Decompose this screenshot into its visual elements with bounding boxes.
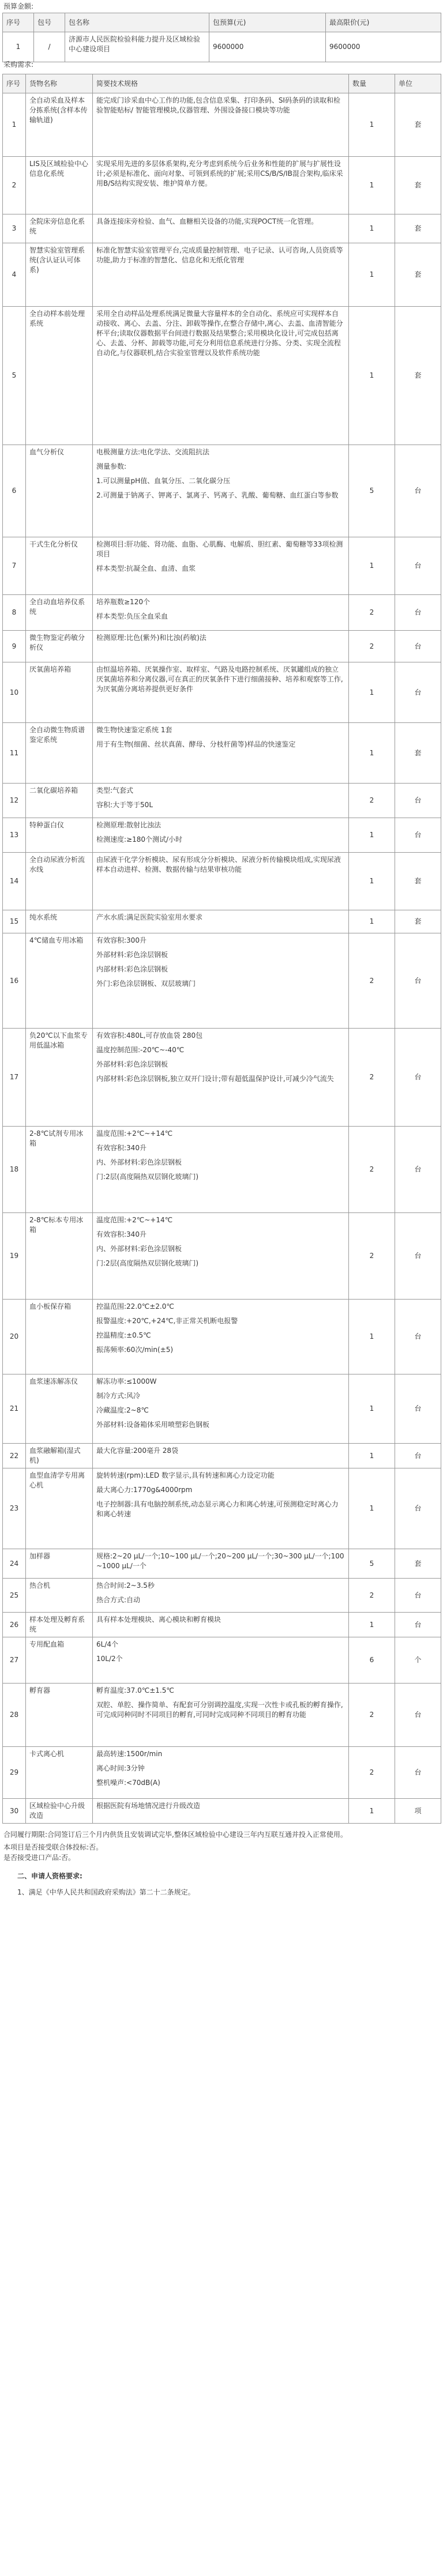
- spec-line: 外部材料:彩色涂层钢板: [96, 1060, 168, 1068]
- row-qty: 2: [349, 631, 395, 662]
- row-unit: 台: [395, 595, 441, 631]
- spec-line: 2.可测量于钠离子、钾离子、氯离子、钙离子、乳酸、葡萄糖、血红蛋白等参数: [96, 491, 339, 499]
- spec-line: 最高转速:1500r/min: [96, 1750, 163, 1758]
- spec-line: 类型:气套式: [96, 786, 134, 794]
- row-name: 2-8℃试剂专用冰箱: [26, 1127, 93, 1213]
- row-no: 22: [3, 1444, 26, 1468]
- row-no: 18: [3, 1127, 26, 1213]
- table-row: [3, 1579, 441, 1613]
- req-header-name: 货物名称: [26, 74, 93, 93]
- spec-line: 检测项目:肝功能、肾功能、血脂、心肌酶、电解质、胆红素、葡萄糖等33项检测项目: [96, 540, 343, 558]
- row-no: 9: [3, 631, 26, 662]
- table-row: [3, 1613, 441, 1637]
- row-name: 智慧实验室管理系统(含认证认可体系): [26, 243, 93, 307]
- row-name: 血浆速冻解冻仪: [26, 1374, 93, 1444]
- budget-cell-pkg: /: [34, 32, 65, 62]
- row-unit: 套: [395, 1549, 441, 1579]
- row-no: 8: [3, 595, 26, 631]
- row-unit: 台: [395, 1579, 441, 1613]
- spec-line: 门:2层(高度隔热双层钢化玻璃门): [96, 1173, 199, 1181]
- budget-header-no: 序号: [3, 13, 34, 32]
- row-qty: 6: [349, 1637, 395, 1684]
- row-name: 二氧化碳培养箱: [26, 784, 93, 818]
- row-unit: 套: [395, 307, 441, 445]
- table-row: [3, 1029, 441, 1127]
- row-unit: 台: [395, 1127, 441, 1213]
- spec-line: 温度范围:+2℃~+14℃: [96, 1216, 173, 1224]
- row-spec: [93, 1747, 349, 1799]
- row-name: 特种蛋白仪: [26, 818, 93, 853]
- spec-line: 双腔、单腔、操作简单、有配套可分别调控温度,实现一次性卡或孔板的孵育操作,可完成同种同时不同项目的孵育,可同时完成同种不同项目的孵育功能: [96, 1701, 343, 1719]
- requirements-body: [3, 93, 441, 1824]
- row-qty: 2: [349, 595, 395, 631]
- row-unit: 台: [395, 631, 441, 662]
- spec-line: 培养瓶数≥120个: [96, 598, 150, 606]
- row-spec: [93, 1549, 349, 1579]
- spec-line: 外部材料:彩色涂层钢板: [96, 951, 168, 959]
- row-no: 26: [3, 1613, 26, 1637]
- spec-line: 10L/2个: [96, 1655, 123, 1663]
- spec-line: 解冻功率:≤1000W: [96, 1377, 157, 1385]
- row-name: 全院床旁信息化系统: [26, 214, 93, 243]
- table-row: [3, 214, 441, 243]
- table-row: [3, 1444, 441, 1468]
- table-row: [3, 1684, 441, 1747]
- table-row: [3, 910, 441, 933]
- footer-notes: [3, 1829, 436, 1897]
- row-qty: 2: [349, 1213, 395, 1300]
- budget-header-row: [3, 13, 441, 32]
- requirements-header-row: [3, 74, 441, 93]
- row-name: 卡式离心机: [26, 1747, 93, 1799]
- row-no: 27: [3, 1637, 26, 1684]
- row-name: 干式生化分析仪: [26, 537, 93, 595]
- spec-line: 整机噪声:<70dB(A): [96, 1779, 160, 1787]
- spec-line: 冷藏温度:2~8℃: [96, 1406, 149, 1414]
- requirement-item-1: 1、满足《中华人民共和国政府采购法》第二十二条规定。: [17, 1888, 195, 1896]
- req-header-spec: 简要技术规格: [93, 74, 349, 93]
- row-qty: 2: [349, 1747, 395, 1799]
- row-unit: 台: [395, 1468, 441, 1549]
- spec-line: 温度控制范围:-20℃~-40℃: [96, 1046, 185, 1054]
- spec-line: 旋转转速(rpm):LED 数字显示,具有转速和离心力设定功能: [96, 1471, 275, 1479]
- row-qty: 5: [349, 445, 395, 537]
- spec-line: 电极测量方法:电化学法、交流阻抗法: [96, 448, 210, 456]
- row-no: 13: [3, 818, 26, 853]
- row-no: 24: [3, 1549, 26, 1579]
- row-unit: 台: [395, 1029, 441, 1127]
- row-qty: 1: [349, 1300, 395, 1374]
- row-name: 专用配血箱: [26, 1637, 93, 1684]
- spec-line: 外门:彩色涂层钢板、双层玻璃门: [96, 980, 196, 988]
- spec-line: 根据医院有场地情况进行升级改造: [96, 1802, 201, 1810]
- row-no: 16: [3, 933, 26, 1029]
- row-qty: 1: [349, 662, 395, 723]
- row-name: 血型血清学专用离心机: [26, 1468, 93, 1549]
- budget-cell-name: 济源市人民医院检验科能力提升及区域检验中心建设项目: [65, 32, 209, 62]
- budget-row: [3, 32, 441, 62]
- row-name: 全自动微生物质谱鉴定系统: [26, 723, 93, 784]
- row-spec: [93, 1637, 349, 1684]
- row-spec: [93, 595, 349, 631]
- table-row: [3, 1374, 441, 1444]
- row-name: 厌氧菌培养箱: [26, 662, 93, 723]
- table-row: [3, 818, 441, 853]
- spec-line: 用于有生物(细菌、丝状真菌、酵母、分枝杆菌等)样品的快速鉴定: [96, 740, 296, 748]
- spec-line: 报警温度:+20℃,+24℃,非正常关机断电报警: [96, 1317, 238, 1325]
- row-name: 4℃储血专用冰箱: [26, 933, 93, 1029]
- row-qty: 1: [349, 1468, 395, 1549]
- row-qty: 2: [349, 1127, 395, 1213]
- spec-line: 样本类型:负压全血采血: [96, 612, 168, 620]
- table-row: [3, 595, 441, 631]
- row-spec: [93, 1029, 349, 1127]
- row-name: 全自动样本前处理系统: [26, 307, 93, 445]
- row-unit: 台: [395, 1684, 441, 1747]
- row-name: 孵育器: [26, 1684, 93, 1747]
- row-name: 全自动血培养仪系统: [26, 595, 93, 631]
- table-row: [3, 1747, 441, 1799]
- row-unit: 台: [395, 662, 441, 723]
- row-unit: 套: [395, 910, 441, 933]
- row-unit: 套: [395, 93, 441, 157]
- row-spec: [93, 157, 349, 214]
- budget-label: 预算金额:: [3, 2, 34, 10]
- spec-line: 产水水质:满足医院实验室用水要求: [96, 913, 203, 921]
- spec-line: 6L/4个: [96, 1640, 118, 1648]
- table-row: [3, 1127, 441, 1213]
- row-unit: 套: [395, 214, 441, 243]
- spec-line: 内、外部材料:彩色涂层钢板: [96, 1245, 182, 1253]
- row-unit: 台: [395, 1300, 441, 1374]
- row-unit: 个: [395, 1637, 441, 1684]
- row-no: 5: [3, 307, 26, 445]
- row-unit: 套: [395, 723, 441, 784]
- spec-line: 具备连接床旁检验、血气、血糖相关设备的功能,实现POCT统一化管理。: [96, 217, 318, 225]
- row-name: 纯水系统: [26, 910, 93, 933]
- row-qty: 2: [349, 1029, 395, 1127]
- row-qty: 2: [349, 933, 395, 1029]
- spec-line: 实现采用先进的多层体系架构,充分考虑到系统今后业务和性能的扩展与扩展性设计;必须是标准化、面向对象、可领到系统的扩展;采用CS/B/S/IB混合架构,临床采用B/S结构实现安装、维护简单方便。: [96, 160, 343, 187]
- spec-line: 有效容积:340升: [96, 1144, 147, 1152]
- imports-text: 是否接受进口产品:否。: [3, 1854, 76, 1862]
- row-no: 14: [3, 853, 26, 910]
- table-row: [3, 537, 441, 595]
- row-qty: 1: [349, 93, 395, 157]
- row-no: 19: [3, 1213, 26, 1300]
- table-row: [3, 662, 441, 723]
- req-header-unit: 单位: [395, 74, 441, 93]
- row-spec: [93, 1300, 349, 1374]
- budget-header-pkg: 包号: [34, 13, 65, 32]
- spec-line: 最大离心力:1770g&4000rpm: [96, 1486, 193, 1494]
- row-spec: [93, 93, 349, 157]
- consortium-text: 本项目是否接受联合体投标:否。: [3, 1843, 103, 1851]
- table-row: [3, 631, 441, 662]
- spec-line: 由尿液干化学分析模块、尿有形成分分析模块、尿液分析传输模块组成,实现尿液样本自动进样、检测、数据传输与结果审核功能: [96, 856, 341, 873]
- row-qty: 1: [349, 1374, 395, 1444]
- row-qty: 1: [349, 853, 395, 910]
- row-qty: 1: [349, 243, 395, 307]
- spec-line: 能完成门诊采血中心工作的功能,包含信息采集、打印条码、SI码条码的读取和检验智能贴标/ 智能管理模块,仪器管理、外围设备接口模块等功能: [96, 96, 340, 114]
- spec-line: 振荡频率:60次/min(±5): [96, 1346, 174, 1354]
- spec-line: 微生物快速鉴定系统 1套: [96, 726, 172, 734]
- row-qty: 2: [349, 1684, 395, 1747]
- row-qty: 5: [349, 1549, 395, 1579]
- spec-line: 检测速度:≥180个测试/小时: [96, 835, 183, 843]
- row-no: 29: [3, 1747, 26, 1799]
- spec-line: 样本类型:抗凝全血、血清、血浆: [96, 564, 196, 573]
- row-name: 区域检验中心升级改造: [26, 1799, 93, 1824]
- spec-line: 有效容积:340升: [96, 1230, 147, 1238]
- row-no: 30: [3, 1799, 26, 1824]
- spec-line: 由恒温培养箱、厌氧操作室、取样室、气路及电路控制系统、厌氧罐组成的独立厌氧菌培养和分离仪器,可在真正的厌氧条件下进行细菌接种、培养和观察等工作,为厌氧菌分离培养提供更好条件: [96, 665, 343, 693]
- spec-line: 1.可以测量pH值、血氧分压、二氧化碳分压: [96, 477, 231, 485]
- row-no: 25: [3, 1579, 26, 1613]
- row-spec: [93, 537, 349, 595]
- row-unit: 台: [395, 537, 441, 595]
- row-no: 12: [3, 784, 26, 818]
- spec-line: 标准化智慧实验室管理平台,完成质量控制管理、电子记录、认可咨询,人员资质等功能,助力于标准的智慧化、信息化和无纸化管理: [96, 246, 343, 264]
- spec-line: 控温精度:±0.5℃: [96, 1331, 151, 1339]
- row-name: 热合机: [26, 1579, 93, 1613]
- row-no: 3: [3, 214, 26, 243]
- row-unit: 台: [395, 933, 441, 1029]
- section-title: 二、申请人资格要求:: [17, 1872, 82, 1880]
- row-spec: [93, 214, 349, 243]
- row-no: 20: [3, 1300, 26, 1374]
- budget-header-limit: 最高限价(元): [326, 13, 441, 32]
- row-name: 负20℃以下血浆专用低温冰箱: [26, 1029, 93, 1127]
- spec-line: 具有样本处理模块、离心模块和孵育模块: [96, 1615, 222, 1624]
- spec-line: 有效容积:300升: [96, 936, 147, 944]
- row-name: 血浆融解箱(湿式机): [26, 1444, 93, 1468]
- spec-line: 检测原理:比色(紫外)和比浊(药敏)法: [96, 634, 207, 642]
- table-row: [3, 1468, 441, 1549]
- row-spec: [93, 1799, 349, 1824]
- table-row: [3, 445, 441, 537]
- contract-period-text: 合同履行期限:合同签订后三个月内供货且安装调试完毕,整体区域检验中心建设三年内互联互通并投入正常使用。: [3, 1831, 347, 1839]
- row-name: 样本处理及孵育系统: [26, 1613, 93, 1637]
- row-qty: 1: [349, 307, 395, 445]
- table-row: [3, 933, 441, 1029]
- row-spec: [93, 243, 349, 307]
- row-qty: 2: [349, 784, 395, 818]
- spec-line: 内部材料:彩色涂层钢板: [96, 965, 168, 973]
- budget-cell-budget: 9600000: [209, 32, 326, 62]
- table-row: [3, 1799, 441, 1824]
- row-unit: 台: [395, 1374, 441, 1444]
- row-no: 11: [3, 723, 26, 784]
- spec-line: 外部材料:设备箱体采用喷塑彩色钢板: [96, 1421, 210, 1429]
- budget-cell-limit: 9600000: [326, 32, 441, 62]
- row-qty: 1: [349, 157, 395, 214]
- row-spec: [93, 784, 349, 818]
- table-row: [3, 1300, 441, 1374]
- spec-line: 容积:大于等于50L: [96, 801, 153, 809]
- row-name: 血小板保存箱: [26, 1300, 93, 1374]
- spec-line: 离心时间:3分钟: [96, 1764, 145, 1772]
- table-row: [3, 1549, 441, 1579]
- row-no: 2: [3, 157, 26, 214]
- row-unit: 台: [395, 445, 441, 537]
- row-qty: 1: [349, 1799, 395, 1824]
- row-spec: [93, 933, 349, 1029]
- row-spec: [93, 1613, 349, 1637]
- spec-line: 热合方式:自动: [96, 1596, 141, 1604]
- row-unit: 台: [395, 1444, 441, 1468]
- row-no: 21: [3, 1374, 26, 1444]
- row-qty: 2: [349, 1579, 395, 1613]
- row-spec: [93, 445, 349, 537]
- table-row: [3, 784, 441, 818]
- spec-line: 电子控制器:具有电脑控制系统,动态显示离心力和离心转速,可预测稳定时离心力和离心转速: [96, 1500, 339, 1518]
- row-name: 加样器: [26, 1549, 93, 1579]
- row-no: 6: [3, 445, 26, 537]
- spec-line: 门:2层(高度隔热双层钢化玻璃门): [96, 1259, 199, 1267]
- row-unit: 台: [395, 1747, 441, 1799]
- row-unit: 台: [395, 784, 441, 818]
- row-spec: [93, 662, 349, 723]
- row-qty: 1: [349, 910, 395, 933]
- row-no: 28: [3, 1684, 26, 1747]
- spec-line: 制冷方式:风冷: [96, 1392, 141, 1400]
- req-header-no: 序号: [3, 74, 26, 93]
- row-no: 17: [3, 1029, 26, 1127]
- table-row: [3, 723, 441, 784]
- row-name: 血气分析仪: [26, 445, 93, 537]
- row-name: 2-8℃标本专用冰箱: [26, 1213, 93, 1300]
- row-spec: [93, 1213, 349, 1300]
- row-qty: 1: [349, 537, 395, 595]
- row-spec: [93, 1579, 349, 1613]
- row-spec: [93, 307, 349, 445]
- spec-line: 采用全自动样品处理系统满足微量大容量样本的全自动化、系统应可实现样本自动接收、离心、去盖、分注、卸载等操作,在整合存储中,离心、去盖、血清智能分杯平台;读取仪器数据平台间进行数据及结果整合;采用模块化设计,可完成包括离心、去盖、分杯、卸载等功能,可充分利用信息系统进行分拣、分类、实现全流程自动化,与仪器联机,结合实验室管理以及软件系统功能: [96, 310, 343, 357]
- row-no: 15: [3, 910, 26, 933]
- req-header-qty: 数量: [349, 74, 395, 93]
- row-spec: [93, 723, 349, 784]
- row-unit: 项: [395, 1799, 441, 1824]
- row-qty: 1: [349, 214, 395, 243]
- table-row: [3, 1637, 441, 1684]
- row-spec: [93, 818, 349, 853]
- table-row: [3, 1213, 441, 1300]
- row-no: 10: [3, 662, 26, 723]
- budget-cell-no: 1: [3, 32, 34, 62]
- spec-line: 检测原理:散射比浊法: [96, 821, 162, 829]
- spec-line: 测量参数:: [96, 462, 127, 470]
- row-qty: 1: [349, 818, 395, 853]
- requirements-label: 采购需求:: [3, 61, 34, 69]
- table-row: [3, 157, 441, 214]
- row-spec: [93, 853, 349, 910]
- table-row: [3, 93, 441, 157]
- row-unit: 台: [395, 818, 441, 853]
- row-no: 1: [3, 93, 26, 157]
- row-spec: [93, 1127, 349, 1213]
- row-name: 全自动尿液分析流水线: [26, 853, 93, 910]
- row-name: 微生物鉴定药敏分析仪: [26, 631, 93, 662]
- row-unit: 台: [395, 1613, 441, 1637]
- table-row: [3, 307, 441, 445]
- row-unit: 套: [395, 243, 441, 307]
- row-spec: [93, 1374, 349, 1444]
- row-unit: 套: [395, 853, 441, 910]
- table-row: [3, 243, 441, 307]
- row-spec: [93, 631, 349, 662]
- row-spec: [93, 1684, 349, 1747]
- row-qty: 1: [349, 1613, 395, 1637]
- spec-line: 内、外部材料:彩色涂层钢板: [96, 1158, 182, 1166]
- budget-header-name: 包名称: [65, 13, 209, 32]
- spec-line: 最大化容量:200毫升 28袋: [96, 1447, 179, 1455]
- spec-line: 孵育温度:37.0℃±1.5℃: [96, 1686, 174, 1694]
- spec-line: 规格:2~20 μL/一个;10~100 μL/一个;20~200 μL/一个;30~300 μL/一个;100~1000 μL/一个: [96, 1552, 344, 1570]
- requirements-table: [2, 74, 441, 1824]
- row-unit: 套: [395, 157, 441, 214]
- spec-line: 温度范围:+2℃~+14℃: [96, 1129, 173, 1138]
- row-unit: 台: [395, 1213, 441, 1300]
- row-name: 全自动采血及样本分拣系统(含样本传输轨道): [26, 93, 93, 157]
- spec-line: 热合时间:2~3.5秒: [96, 1581, 155, 1590]
- row-qty: 1: [349, 723, 395, 784]
- budget-header-budget: 包预算(元): [209, 13, 326, 32]
- spec-line: 有效容积:480L,可存放血袋 280包: [96, 1031, 203, 1040]
- row-no: 23: [3, 1468, 26, 1549]
- budget-table: [2, 13, 441, 62]
- row-name: LIS及区域检验中心信息化系统: [26, 157, 93, 214]
- row-qty: 1: [349, 1444, 395, 1468]
- row-spec: [93, 1468, 349, 1549]
- spec-line: 控温范围:22.0℃±2.0℃: [96, 1302, 174, 1310]
- table-row: [3, 853, 441, 910]
- row-spec: [93, 1444, 349, 1468]
- row-no: 4: [3, 243, 26, 307]
- spec-line: 内部材料:彩色涂层钢板,独立双开门设计;带有超低温保护设计,可减少冷气流失: [96, 1075, 334, 1083]
- row-spec: [93, 910, 349, 933]
- row-no: 7: [3, 537, 26, 595]
